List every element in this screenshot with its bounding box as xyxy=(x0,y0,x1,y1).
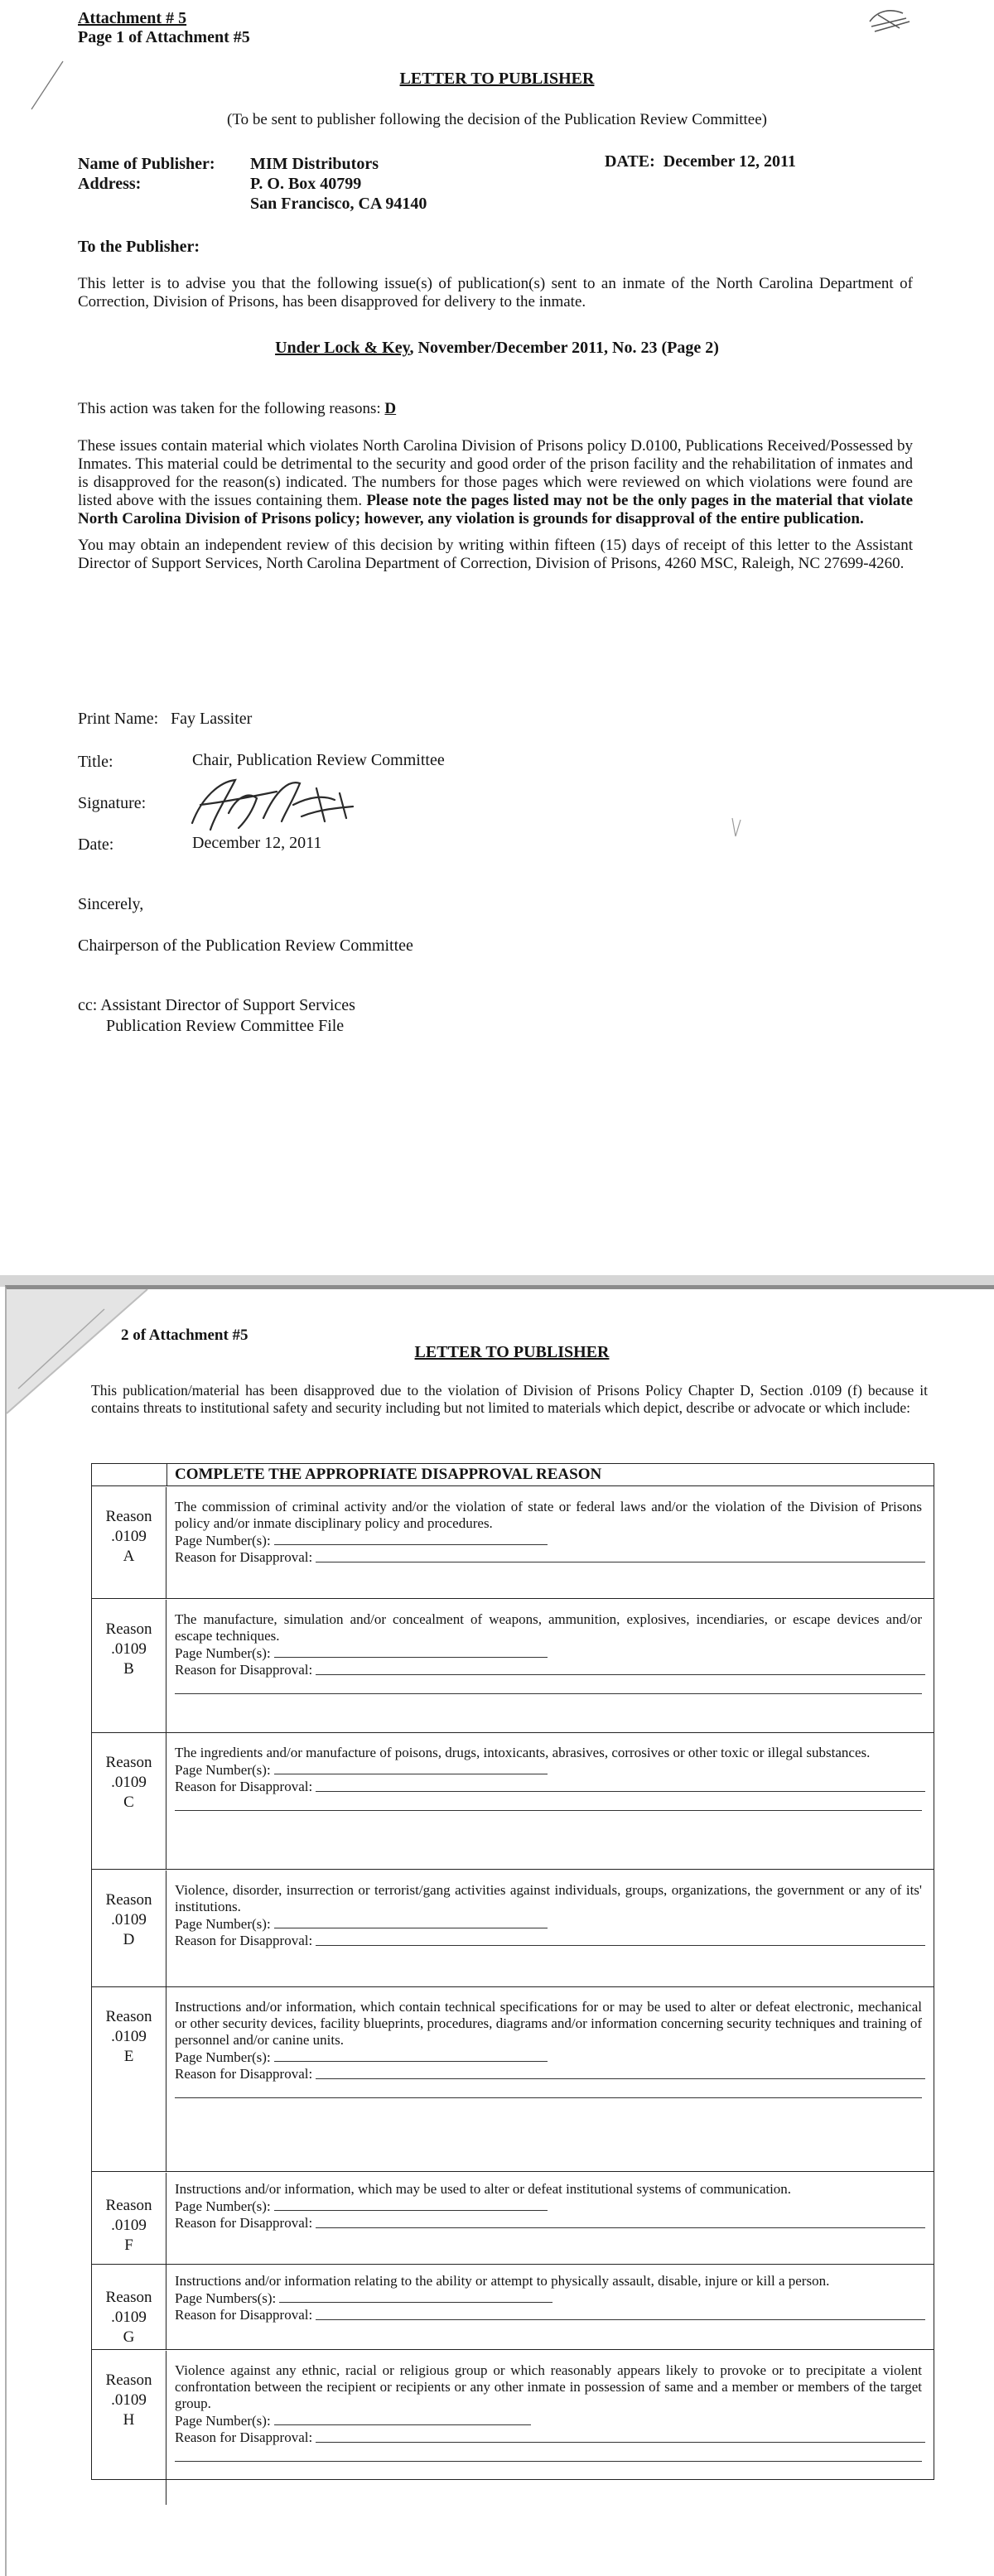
date-field xyxy=(605,152,796,171)
page-number-field[interactable] xyxy=(175,2412,922,2429)
page-number-field[interactable] xyxy=(175,1532,922,1549)
disapproval-reason-field[interactable] xyxy=(175,2215,922,2232)
publication-title: Under Lock & Key xyxy=(275,339,410,357)
reason-detail-cell xyxy=(175,2273,922,2323)
reason-code-section: .0109 xyxy=(111,2391,147,2409)
disapproval-reason-field[interactable] xyxy=(175,1779,922,1795)
attachment-label: Attachment # 5 xyxy=(78,9,187,27)
disapproval-reason-field[interactable] xyxy=(175,2066,922,2082)
additional-blank-line[interactable] xyxy=(175,2082,922,2098)
letter-page-2 xyxy=(5,1285,994,2576)
page-number-label: Page Number(s): xyxy=(175,2412,271,2429)
reason-code-reason: Reason xyxy=(105,1754,152,1771)
reasons-line xyxy=(78,399,396,418)
reason-detail-cell xyxy=(175,2181,922,2232)
reason-code-reason: Reason xyxy=(105,1620,152,1638)
reason-code-section: .0109 xyxy=(111,1774,147,1791)
disapproval-reason-label: Reason for Disapproval: xyxy=(175,2214,313,2231)
date-value: December 12, 2011 xyxy=(663,152,796,171)
reason-code-section: .0109 xyxy=(111,1528,147,1545)
table-header-row xyxy=(92,1464,934,1486)
reason-description: The commission of criminal activity and/or the violation of state or federal laws and/or the violation of the Division of Prisons policy and/or inmate disciplinary policy and procedures. xyxy=(175,1499,922,1531)
page-number-label: Page 1 of Attachment #5 xyxy=(78,28,250,46)
disapproval-reason-label: Reason for Disapproval: xyxy=(175,2307,313,2323)
page-number-field[interactable] xyxy=(175,1915,922,1933)
disapproval-reason-blank-line[interactable] xyxy=(316,2307,925,2320)
additional-blank-line[interactable] xyxy=(175,1678,922,1694)
disapproval-reason-blank-line[interactable] xyxy=(316,1779,925,1792)
reason-code-letter: C xyxy=(123,1794,134,1811)
disapproval-reason-label: Reason for Disapproval: xyxy=(175,1779,313,1794)
reason-code-letter: G xyxy=(123,2328,135,2346)
page-number-blank-line[interactable] xyxy=(274,1915,548,1928)
page2-intro: This publication/material has been disapproved due to the violation of Division of Prisons Policy Chapter D, Section .0109 (f) because it contains threats to institutional safety and security including but not limited to materials which depict, describe or advocate or which include: xyxy=(91,1382,928,1416)
reason-description: Instructions and/or information relating to the ability or attempt to physically assault, disable, injure or kill a person. xyxy=(175,2273,830,2289)
table-row xyxy=(92,1987,934,2172)
page-number-label: Page Number(s): xyxy=(175,1762,271,1778)
reason-code-cell xyxy=(92,2173,166,2264)
address-label: Address: xyxy=(78,175,142,193)
page-number-blank-line[interactable] xyxy=(274,1761,548,1774)
disapproval-reason-label: Reason for Disapproval: xyxy=(175,2429,313,2445)
reason-code-reason: Reason xyxy=(105,2289,152,2306)
reason-code-letter: A xyxy=(123,1548,135,1565)
disapproval-reason-blank-line[interactable] xyxy=(316,2215,925,2228)
page-number-field[interactable] xyxy=(175,1644,922,1662)
reason-detail-cell xyxy=(175,1882,922,1949)
reason-code-letter: F xyxy=(124,2236,133,2254)
title-value: Chair, Publication Review Committee xyxy=(192,751,445,769)
disapproval-reason-blank-line[interactable] xyxy=(316,1549,925,1562)
reason-code-cell xyxy=(92,1987,166,2171)
additional-blank-line[interactable] xyxy=(175,2446,922,2462)
page-number-label: Page Number(s): xyxy=(175,1644,271,1661)
stray-mark-icon xyxy=(729,815,746,840)
reason-code-letter: H xyxy=(123,2410,135,2429)
reason-description: The manufacture, simulation and/or concealment of weapons, ammunition, explosives, incendiaries, or escape devices and/or escape techniques. xyxy=(175,1611,922,1644)
letter-page-1 xyxy=(0,0,994,1282)
disapproval-reason-field[interactable] xyxy=(175,1933,922,1949)
table-row xyxy=(92,1733,934,1870)
reason-description: Violence, disorder, insurrection or terrorist/gang activities against individuals, groups, organizations, the government or any of its' institutions. xyxy=(175,1881,922,1914)
letter-title: LETTER TO PUBLISHER xyxy=(399,70,595,88)
policy-text: These issues contain material which violates North Carolina Division of Prisons policy D.0100, Publications Received/Possessed by Inmates. This material could be detrimental to the security and good order of the prison facility and the rehabilitation of inmates and is disapproved for the reason(s) indicated. The numbers for those pages which were reviewed on which violations were found are listed above with the issues containing them. xyxy=(78,437,913,509)
page-number-field[interactable] xyxy=(175,2290,922,2307)
disapproval-reason-field[interactable] xyxy=(175,1549,922,1566)
table-row xyxy=(92,2173,934,2265)
disapproval-reason-label: Reason for Disapproval: xyxy=(175,1932,313,1948)
cc-line-2: Publication Review Committee File xyxy=(106,1017,345,1035)
table-row xyxy=(92,2351,934,2505)
address-line-1: P. O. Box 40799 xyxy=(250,175,362,193)
address-line-2: San Francisco, CA 94140 xyxy=(250,195,427,213)
publication-line xyxy=(0,338,994,358)
signature-date-value: December 12, 2011 xyxy=(192,834,322,852)
reason-code-reason: Reason xyxy=(105,1508,152,1525)
table-header: COMPLETE THE APPROPRIATE DISAPPROVAL REASON xyxy=(175,1466,602,1483)
intro-paragraph: This letter is to advise you that the following issue(s) of publication(s) sent to an inmate of the North Carolina Department of Correction, Division of Prisons, has been disapproved for delivery to the inmate. xyxy=(78,275,913,311)
table-row xyxy=(92,2265,934,2350)
page-number-blank-line[interactable] xyxy=(274,2198,548,2211)
page2-number-label: 2 of Attachment #5 xyxy=(121,1327,248,1344)
reason-detail-cell xyxy=(175,1499,922,1566)
cc-line-1: cc: Assistant Director of Support Services xyxy=(78,996,355,1014)
page-number-field[interactable] xyxy=(175,2049,922,2066)
print-name-label: Print Name: xyxy=(78,710,159,728)
print-name-value: Fay Lassiter xyxy=(171,710,253,728)
disapproval-reason-label: Reason for Disapproval: xyxy=(175,1661,313,1678)
disapproval-reason-field[interactable] xyxy=(175,2307,922,2323)
disapproval-reason-blank-line[interactable] xyxy=(316,2066,925,2079)
publisher-label: Name of Publisher: xyxy=(78,155,215,173)
reason-code-reason: Reason xyxy=(105,2008,152,2025)
reason-code-section: .0109 xyxy=(111,2309,147,2326)
publisher-name: MIM Distributors xyxy=(250,155,379,173)
title-label: Title: xyxy=(78,753,113,771)
reason-detail-cell xyxy=(175,2362,922,2462)
reason-description: Instructions and/or information, which contain technical specifications for or may be used to alter or defeat electronic, mechanical or other security devices, facility blueprints, procedures, diagrams and/or information concerning security techniques and training of personnel and/or canine units. xyxy=(175,1999,922,2048)
table-header-blank-cell xyxy=(92,1464,167,1485)
page-number-field[interactable] xyxy=(175,2198,922,2215)
reasons-code: D xyxy=(384,400,397,417)
disapproval-reason-blank-line[interactable] xyxy=(316,2429,925,2443)
stamp-scribble-icon xyxy=(866,3,913,36)
reason-code-reason: Reason xyxy=(105,2196,152,2214)
reason-description: Instructions and/or information, which may be used to alter or defeat institutional systems of communication. xyxy=(175,2180,792,2197)
reason-code-letter: E xyxy=(123,2048,134,2065)
reason-code-section: .0109 xyxy=(111,1639,147,1658)
reason-code-cell xyxy=(92,1487,166,1598)
reason-code-section: .0109 xyxy=(111,2216,147,2234)
reason-code-cell xyxy=(92,2351,166,2505)
page-number-blank-line[interactable] xyxy=(274,2412,531,2425)
reason-detail-cell xyxy=(175,1745,922,1811)
reason-code-reason: Reason xyxy=(105,1890,152,1909)
reason-code-cell xyxy=(92,2265,166,2349)
disapproval-reason-field[interactable] xyxy=(175,2429,922,2446)
reason-detail-cell xyxy=(175,1611,922,1694)
review-paragraph: You may obtain an independent review of this decision by writing within fifteen (15) days of receipt of this letter to the Assistant Director of Support Services, North Carolina Department of Correction, Division of Prisons, 4260 MSC, Raleigh, NC 27699-4260. xyxy=(78,537,913,572)
closing-title: Chairperson of the Publication Review Committee xyxy=(78,937,413,955)
reason-code-cell xyxy=(92,1600,166,1732)
reason-description: The ingredients and/or manufacture of poisons, drugs, intoxicants, abrasives, corrosives or other toxic or illegal substances. xyxy=(175,1745,871,1760)
disapproval-reason-label: Reason for Disapproval: xyxy=(175,1549,313,1565)
page-number-blank-line[interactable] xyxy=(274,2049,548,2062)
disapproval-reason-blank-line[interactable] xyxy=(316,1933,925,1946)
page-number-blank-line[interactable] xyxy=(279,2290,552,2303)
disapproval-reason-field[interactable] xyxy=(175,1662,922,1678)
reason-code-section: .0109 xyxy=(111,1910,147,1928)
page-number-blank-line[interactable] xyxy=(274,1644,548,1658)
signature-label: Signature: xyxy=(78,794,147,812)
table-row xyxy=(92,1871,934,1987)
signature-date-label: Date: xyxy=(78,835,114,854)
publication-issue: , November/December 2011, No. 23 (Page 2) xyxy=(409,339,719,357)
page2-title: LETTER TO PUBLISHER xyxy=(414,1343,610,1361)
page-number-label: Page Number(s): xyxy=(175,1915,271,1932)
closing: Sincerely, xyxy=(78,895,144,913)
page-number-label: Page Number(s): xyxy=(175,2049,271,2065)
policy-paragraph xyxy=(78,437,913,528)
reason-code-letter: B xyxy=(123,1659,134,1678)
reasons-text: This action was taken for the following reasons: xyxy=(78,400,385,417)
disapproval-reason-label: Reason for Disapproval: xyxy=(175,2066,313,2082)
policy-notice: Please note the pages listed may not be the only pages in the material that violate North Carolina Division of Prisons policy; however, any violation is grounds for disapproval of the entire publication. xyxy=(78,492,913,527)
page-number-blank-line[interactable] xyxy=(274,1532,548,1545)
table-row xyxy=(92,1487,934,1599)
reason-code-reason: Reason xyxy=(105,2371,152,2389)
reason-code-section: .0109 xyxy=(111,2028,147,2045)
page-number-label: Page Numbers(s): xyxy=(175,2290,277,2306)
page-number-field[interactable] xyxy=(175,1761,922,1779)
disapproval-reason-blank-line[interactable] xyxy=(316,1662,925,1675)
reason-code-letter: D xyxy=(123,1930,135,1948)
reason-code-cell xyxy=(92,1733,166,1869)
date-label: DATE: xyxy=(605,152,655,171)
disapproval-reasons-table xyxy=(91,1463,934,2480)
page-number-label: Page Number(s): xyxy=(175,2198,271,2214)
reason-description: Violence against any ethnic, racial or religious group or which reasonably appears likely to provoke or to precipitate a violent confrontation between the recipient or recipients or any other inmate in possession of same and a member or members of the target group. xyxy=(175,2362,922,2411)
handwritten-signature-icon xyxy=(177,763,376,843)
salutation: To the Publisher: xyxy=(78,238,200,256)
letter-subtitle: (To be sent to publisher following the decision of the Publication Review Committee) xyxy=(227,111,767,128)
reason-detail-cell xyxy=(175,1999,922,2098)
table-row xyxy=(92,1600,934,1733)
page-number-label: Page Number(s): xyxy=(175,1533,271,1548)
additional-blank-line[interactable] xyxy=(175,1795,922,1811)
reason-code-cell xyxy=(92,1871,166,1986)
